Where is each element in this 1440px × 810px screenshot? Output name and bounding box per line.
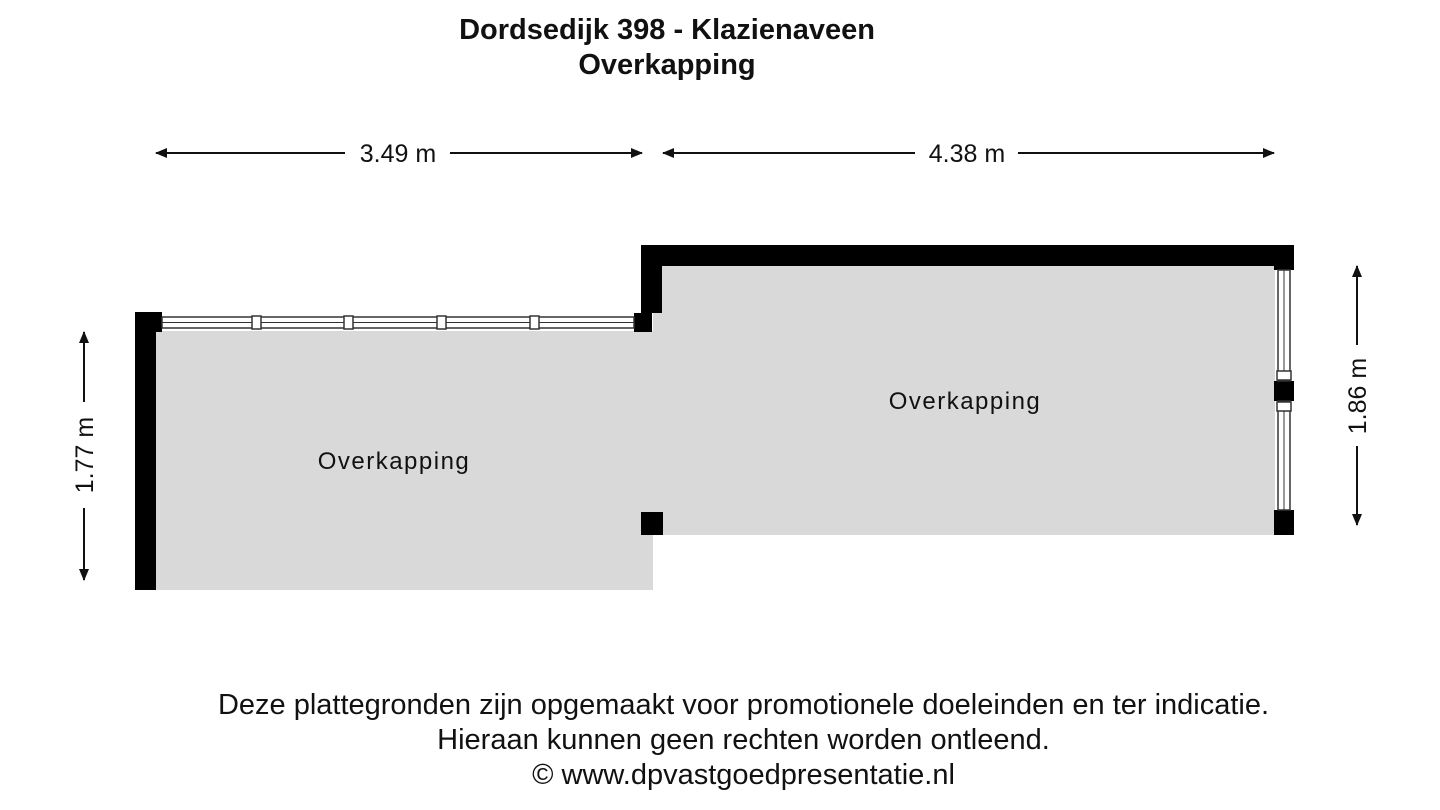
wall-top [641,245,1294,266]
plan-subtitle: Overkapping [578,49,756,81]
plan-title: Dordsedijk 398 - Klazienaveen [459,14,875,46]
wall-right-top [1274,245,1294,270]
wall-step-foot [634,313,652,332]
disclaimer-line-1: Deze plattegronden zijn opgemaakt voor promotionele doeleinden en ter indicatie. [217,689,1270,721]
dim-label-right-depth: 1.86 m [1344,357,1372,435]
dim-label-right-width: 4.38 m [928,140,1006,168]
floor-area [155,266,1275,590]
room-label-right: Overkapping [888,388,1042,415]
column-right-bottom [1274,510,1294,535]
room-label-left: Overkapping [317,448,471,475]
wall-left [135,312,156,590]
wall-left-corner [135,312,162,332]
column-right-mid [1274,381,1294,401]
disclaimer-line-2: Hieraan kunnen geen rechten worden ontleend. [437,724,1050,756]
dim-label-left-depth: 1.77 m [71,416,99,494]
column-center [641,512,663,535]
copyright-line: © www.dpvastgoedpresentatie.nl [532,759,955,791]
wall-step [641,245,662,313]
window-top [162,316,634,329]
floor-connector [640,331,660,535]
dim-label-left-width: 3.49 m [359,140,437,168]
